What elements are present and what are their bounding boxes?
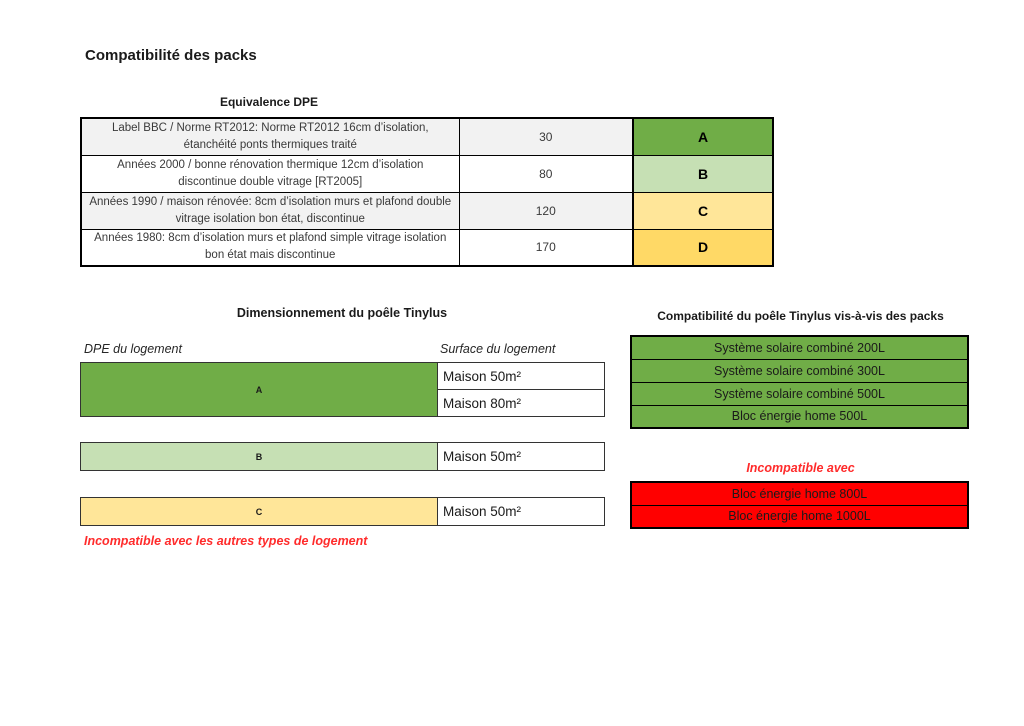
table-row (631, 336, 968, 359)
incompatible-pack-cell: Bloc énergie home 800L (631, 482, 968, 505)
compatible-pack-cell: Système solaire combiné 200L (631, 336, 968, 359)
equivalence-table (80, 117, 774, 267)
table-row (631, 405, 968, 428)
incompatible-housing-note: Incompatible avec les autres types de logement (84, 534, 368, 548)
table-row (631, 482, 968, 505)
dpe-grade-cell: B (633, 155, 773, 192)
compatible-packs-table (630, 335, 969, 429)
incompatible-label: Incompatible avec (746, 461, 855, 475)
surface-cell: Maison 80m² (438, 390, 605, 417)
compatible-pack-cell: Bloc énergie home 500L (631, 405, 968, 428)
table-row (81, 118, 773, 155)
surface-column-label: Surface du logement (440, 342, 556, 356)
dpe-description-cell: Label BBC / Norme RT2012: Norme RT2012 16cm d’isolation, étanchéité ponts thermiques traité (81, 118, 459, 155)
dpe-column-label: DPE du logement (84, 342, 182, 356)
table-row (81, 363, 605, 390)
surface-cell: Maison 50m² (438, 498, 605, 526)
surface-cell: Maison 50m² (438, 443, 605, 471)
incompatible-packs-table (630, 481, 969, 529)
dpe-grade-block: A (81, 363, 438, 417)
dimensionnement-group-c (80, 497, 605, 526)
table-row (631, 359, 968, 382)
table-row (81, 192, 773, 229)
dpe-description-cell: Années 1980: 8cm d’isolation murs et plafond simple vitrage isolation bon état mais discontinue (81, 229, 459, 266)
dpe-value-cell: 120 (459, 192, 633, 229)
table-row (81, 155, 773, 192)
dpe-grade-cell: A (633, 118, 773, 155)
incompatible-pack-cell: Bloc énergie home 1000L (631, 505, 968, 528)
dpe-grade-cell: C (633, 192, 773, 229)
table-row (631, 505, 968, 528)
dpe-value-cell: 30 (459, 118, 633, 155)
dpe-grade-block: B (81, 443, 438, 471)
page-title: Compatibilité des packs (85, 47, 257, 64)
dpe-grade-block: C (81, 498, 438, 526)
dpe-description-cell: Années 1990 / maison rénovée: 8cm d’isolation murs et plafond double vitrage isolation bon état, discontinue (81, 192, 459, 229)
compatible-pack-cell: Système solaire combiné 500L (631, 382, 968, 405)
table-row (81, 498, 605, 526)
table-row (81, 443, 605, 471)
dimensionnement-group-b (80, 442, 605, 471)
dimensionnement-heading: Dimensionnement du poêle Tinylus (236, 306, 448, 320)
dpe-value-cell: 170 (459, 229, 633, 266)
dpe-grade-cell: D (633, 229, 773, 266)
dpe-description-cell: Années 2000 / bonne rénovation thermique 12cm d’isolation discontinue double vitrage [RT2005] (81, 155, 459, 192)
table-row (631, 382, 968, 405)
surface-cell: Maison 50m² (438, 363, 605, 390)
equivalence-heading: Equivalence DPE (219, 95, 319, 109)
table-row (81, 229, 773, 266)
dimensionnement-group-a (80, 362, 605, 417)
dpe-value-cell: 80 (459, 155, 633, 192)
compatible-pack-cell: Système solaire combiné 300L (631, 359, 968, 382)
packs-heading: Compatibilité du poêle Tinylus vis-à-vis des packs (657, 309, 944, 323)
